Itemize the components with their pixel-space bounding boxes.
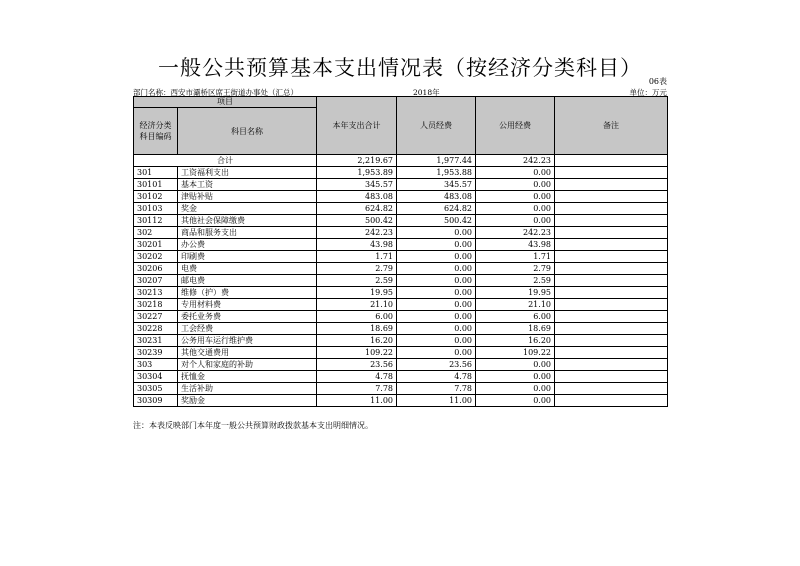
row-name: 电费 <box>178 263 317 275</box>
row-personnel: 0.00 <box>397 227 476 239</box>
table-row <box>134 179 668 191</box>
table-number: 06表 <box>648 77 667 86</box>
row-remark <box>555 323 668 335</box>
row-code: 30309 <box>134 395 178 407</box>
row-code: 30103 <box>134 203 178 215</box>
row-name: 抚恤金 <box>178 371 317 383</box>
table-row <box>134 347 668 359</box>
header-code: 经济分类科目编码 <box>134 108 178 155</box>
row-public: 19.95 <box>476 287 555 299</box>
row-public: 0.00 <box>476 203 555 215</box>
row-remark <box>555 299 668 311</box>
table-header <box>134 97 668 155</box>
row-public: 43.98 <box>476 239 555 251</box>
row-public: 21.10 <box>476 299 555 311</box>
row-public: 2.59 <box>476 275 555 287</box>
row-code: 30112 <box>134 215 178 227</box>
table-body <box>134 155 668 407</box>
row-total: 6.00 <box>317 311 397 323</box>
row-remark <box>555 347 668 359</box>
row-code: 30202 <box>134 251 178 263</box>
row-personnel: 0.00 <box>397 251 476 263</box>
row-name: 维修（护）费 <box>178 287 317 299</box>
row-public: 2.79 <box>476 263 555 275</box>
row-personnel: 7.78 <box>397 383 476 395</box>
row-remark <box>555 395 668 407</box>
total-remark <box>555 155 668 167</box>
total-public: 242.23 <box>476 155 555 167</box>
row-code: 30218 <box>134 299 178 311</box>
row-total: 500.42 <box>317 215 397 227</box>
expenditure-table <box>133 96 668 407</box>
row-remark <box>555 287 668 299</box>
row-code: 30305 <box>134 383 178 395</box>
row-personnel: 23.56 <box>397 359 476 371</box>
row-total: 16.20 <box>317 335 397 347</box>
row-code: 30201 <box>134 239 178 251</box>
table-row <box>134 227 668 239</box>
budget-year: 2018年 <box>413 88 440 97</box>
table-row <box>134 395 668 407</box>
row-remark <box>555 371 668 383</box>
header-total: 本年支出合计 <box>317 97 397 155</box>
row-remark <box>555 275 668 287</box>
row-personnel: 0.00 <box>397 347 476 359</box>
row-name: 工会经费 <box>178 323 317 335</box>
table-row <box>134 299 668 311</box>
row-code: 30231 <box>134 335 178 347</box>
row-public: 0.00 <box>476 359 555 371</box>
row-public: 0.00 <box>476 167 555 179</box>
row-remark <box>555 311 668 323</box>
row-personnel: 0.00 <box>397 323 476 335</box>
row-total: 1,953.89 <box>317 167 397 179</box>
row-name: 津贴补贴 <box>178 191 317 203</box>
row-remark <box>555 251 668 263</box>
row-code: 30239 <box>134 347 178 359</box>
row-remark <box>555 263 668 275</box>
row-public: 109.22 <box>476 347 555 359</box>
row-personnel: 1,953.88 <box>397 167 476 179</box>
row-total: 109.22 <box>317 347 397 359</box>
row-personnel: 0.00 <box>397 299 476 311</box>
row-personnel: 0.00 <box>397 335 476 347</box>
table-row <box>134 359 668 371</box>
department-name: 部门名称：西安市灞桥区席王街道办事处（汇总） <box>133 88 298 97</box>
row-remark <box>555 179 668 191</box>
row-personnel: 11.00 <box>397 395 476 407</box>
row-total: 43.98 <box>317 239 397 251</box>
page-title: 一般公共预算基本支出情况表（按经济分类科目） <box>158 56 642 80</box>
row-total: 4.78 <box>317 371 397 383</box>
table-row <box>134 383 668 395</box>
row-personnel: 0.00 <box>397 287 476 299</box>
row-code: 303 <box>134 359 178 371</box>
row-name: 其他社会保障缴费 <box>178 215 317 227</box>
row-personnel: 0.00 <box>397 275 476 287</box>
row-remark <box>555 203 668 215</box>
table-row <box>134 335 668 347</box>
row-public: 1.71 <box>476 251 555 263</box>
row-name: 奖励金 <box>178 395 317 407</box>
row-personnel: 624.82 <box>397 203 476 215</box>
total-row <box>134 155 668 167</box>
row-public: 0.00 <box>476 191 555 203</box>
row-total: 21.10 <box>317 299 397 311</box>
row-name: 对个人和家庭的补助 <box>178 359 317 371</box>
row-personnel: 345.57 <box>397 179 476 191</box>
header-name: 科目名称 <box>178 108 317 155</box>
row-remark <box>555 359 668 371</box>
table-row <box>134 251 668 263</box>
row-code: 30304 <box>134 371 178 383</box>
row-name: 生活补助 <box>178 383 317 395</box>
row-public: 18.69 <box>476 323 555 335</box>
row-personnel: 0.00 <box>397 263 476 275</box>
row-total: 2.59 <box>317 275 397 287</box>
row-code: 301 <box>134 167 178 179</box>
row-personnel: 0.00 <box>397 239 476 251</box>
row-name: 专用材料费 <box>178 299 317 311</box>
row-total: 23.56 <box>317 359 397 371</box>
row-remark <box>555 227 668 239</box>
row-personnel: 483.08 <box>397 191 476 203</box>
row-total: 7.78 <box>317 383 397 395</box>
table-row <box>134 215 668 227</box>
row-public: 0.00 <box>476 371 555 383</box>
table-row <box>134 203 668 215</box>
row-total: 19.95 <box>317 287 397 299</box>
row-name: 基本工资 <box>178 179 317 191</box>
row-name: 工资福利支出 <box>178 167 317 179</box>
row-total: 242.23 <box>317 227 397 239</box>
table-row <box>134 275 668 287</box>
row-total: 11.00 <box>317 395 397 407</box>
row-code: 30101 <box>134 179 178 191</box>
row-public: 0.00 <box>476 179 555 191</box>
row-remark <box>555 383 668 395</box>
header-personnel: 人员经费 <box>397 97 476 155</box>
row-total: 483.08 <box>317 191 397 203</box>
row-total: 2.79 <box>317 263 397 275</box>
table-row <box>134 167 668 179</box>
row-name: 委托业务费 <box>178 311 317 323</box>
row-personnel: 0.00 <box>397 311 476 323</box>
unit-label: 单位：万元 <box>629 88 667 97</box>
row-remark <box>555 191 668 203</box>
row-remark <box>555 215 668 227</box>
row-total: 18.69 <box>317 323 397 335</box>
row-public: 6.00 <box>476 311 555 323</box>
row-name: 印刷费 <box>178 251 317 263</box>
row-personnel: 4.78 <box>397 371 476 383</box>
row-code: 30228 <box>134 323 178 335</box>
table-row <box>134 239 668 251</box>
row-code: 30102 <box>134 191 178 203</box>
header-public: 公用经费 <box>476 97 555 155</box>
row-public: 242.23 <box>476 227 555 239</box>
row-name: 办公费 <box>178 239 317 251</box>
table-row <box>134 263 668 275</box>
row-public: 16.20 <box>476 335 555 347</box>
table-row <box>134 371 668 383</box>
row-public: 0.00 <box>476 215 555 227</box>
row-name: 商品和服务支出 <box>178 227 317 239</box>
row-total: 624.82 <box>317 203 397 215</box>
total-label: 合计 <box>134 155 317 167</box>
row-name: 奖金 <box>178 203 317 215</box>
row-code: 30227 <box>134 311 178 323</box>
row-total: 345.57 <box>317 179 397 191</box>
row-code: 30206 <box>134 263 178 275</box>
header-remark: 备注 <box>555 97 668 155</box>
row-remark <box>555 167 668 179</box>
total-personnel: 1,977.44 <box>397 155 476 167</box>
row-public: 0.00 <box>476 383 555 395</box>
table-row <box>134 311 668 323</box>
footnote: 注：本表反映部门本年度一般公共预算财政拨款基本支出明细情况。 <box>133 421 373 430</box>
row-total: 1.71 <box>317 251 397 263</box>
row-code: 302 <box>134 227 178 239</box>
row-code: 30213 <box>134 287 178 299</box>
row-code: 30207 <box>134 275 178 287</box>
row-name: 邮电费 <box>178 275 317 287</box>
header-item: 项目 <box>134 97 317 108</box>
table-row <box>134 191 668 203</box>
row-name: 其他交通费用 <box>178 347 317 359</box>
row-personnel: 500.42 <box>397 215 476 227</box>
table-row <box>134 323 668 335</box>
row-remark <box>555 335 668 347</box>
row-name: 公务用车运行维护费 <box>178 335 317 347</box>
row-public: 0.00 <box>476 395 555 407</box>
row-remark <box>555 239 668 251</box>
total-amount: 2,219.67 <box>317 155 397 167</box>
table-row <box>134 287 668 299</box>
